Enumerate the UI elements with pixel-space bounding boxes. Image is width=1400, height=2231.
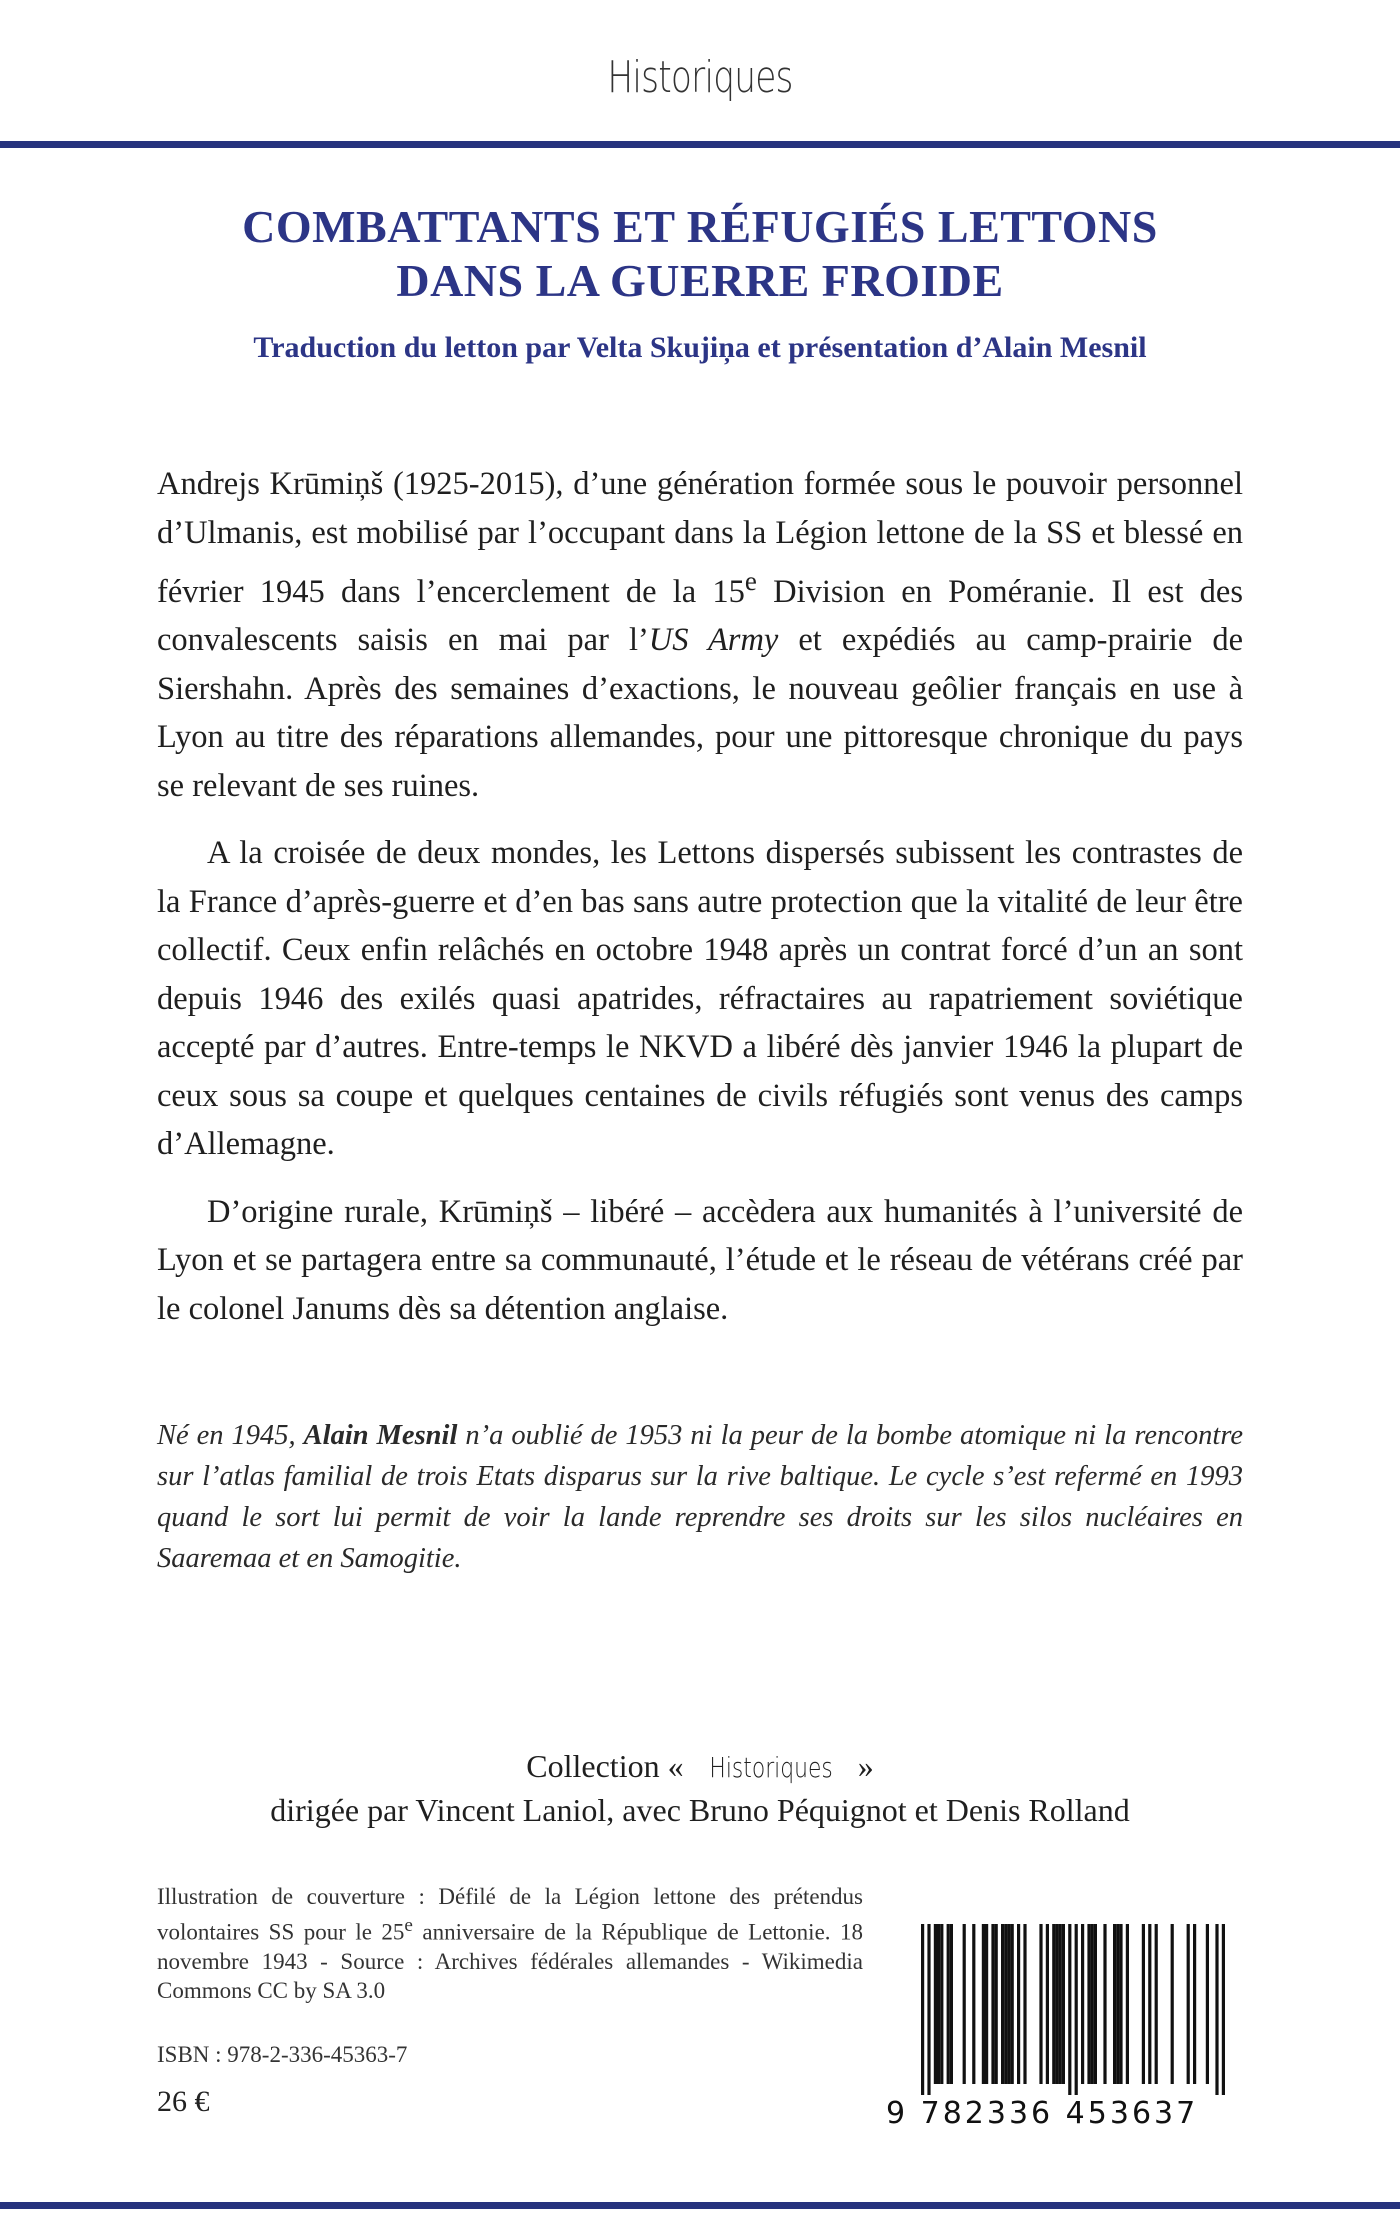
series-label: Historiques [607,52,793,103]
price: 26 € [157,2085,210,2118]
blurb-paragraph-1 [157,460,1243,810]
barcode-bar [934,1924,937,2084]
collection-name-line [0,1745,1400,1789]
bio-text-b: n’a oublié de 1953 ni la peur de la bombe atomique ni la rencontre sur l’atlas familial de trois Etats disparus sur la rive baltique. Le cycle s’est refermé en 1993 quand le sort lui permit de voir la lande reprendre ses droits sur les silos nucléaires en Saaremaa et en Samogitie. [157,1420,1244,1574]
book-title-line-1: COMBATTANTS ET RÉFUGIÉS LETTONS [242,201,1158,252]
us-army-italic: US Army [648,622,779,659]
bottom-rule [0,2202,1400,2209]
collection-prefix: Collection « [526,1748,692,1784]
barcode-bar [1113,1924,1116,2084]
barcode-bar [1087,1924,1090,2084]
barcode-bar [1062,1924,1065,2084]
barcode-bars [905,1920,1241,2095]
barcode-bar [1052,1924,1055,2084]
barcode-bar [985,1924,988,2084]
barcode-bar [1091,1924,1094,2084]
blurb-paragraph-3: D’origine rurale, Krūmiņš – libéré – accèdera aux humanités à l’université de Lyon et se partagera entre sa communauté, l’étude et le réseau de vétérans créé par le colonel Janums dès sa détention anglaise. [157,1193,1243,1327]
barcode-bar [1059,1924,1062,2084]
barcode-bar [947,1924,950,2084]
blurb-p1-text-c: et expédiés au camp-prairie de Siershahn. Après des semaines d’exactions, le nouveau geôlier français en use à Lyon au titre des réparations allemandes, pour une pittoresque chronique du pays se relevant de ses ruines. [157,622,1244,804]
credit-text-a: Illustration de couverture : Défilé de la Légion lettone des prétendus volontaires SS pour le 25 [157,1884,863,1945]
title-block [0,200,1400,368]
barcode-bar [1103,1924,1106,2084]
barcode-bar [940,1924,943,2084]
barcode-bar [1126,1924,1129,2084]
barcode-bar [1094,1924,1097,2084]
barcode-bar [1155,1924,1158,2084]
barcode-bar [1007,1924,1010,2084]
barcode-bar [1023,1924,1026,2084]
barcode-bar [991,1924,994,2084]
barcode-bar [982,1924,985,2084]
barcode-bar [1075,1924,1078,2095]
barcode [905,1920,1241,2095]
barcode-bar [937,1924,940,2084]
barcode-bar [1004,1924,1007,2084]
isbn: ISBN : 978-2-336-45363-7 [157,2042,408,2067]
collection-name: Historiques [708,1751,833,1784]
barcode-bar [1142,1924,1145,2084]
barcode-bar [1055,1924,1058,2084]
barcode-bar [921,1924,924,2095]
barcode-bar [1011,1924,1014,2084]
barcode-bar [1046,1924,1049,2084]
ordinal-superscript: e [744,566,757,596]
barcode-bar [1222,1924,1225,2095]
book-title-line-2: DANS LA GUERRE FROIDE [396,255,1004,306]
barcode-bar [1119,1924,1122,2084]
cover-credit [157,1882,863,2005]
blurb [157,460,1243,1352]
blurb-paragraph-2: A la croisée de deux mondes, les Lettons dispersés subissent les contrastes de la France d’après-guerre et d’en bas sans autre protection que la vitalité de leur être collectif. Ceux enfin relâchés en octobre 1948 après un contrat forcé d’un an sont depuis 1946 des exilés quasi apatrides, réfractaires au rapatriement soviétique accepté par d’autres. Entre-temps le NKVD a libéré dès janvier 1946 la plupart de ceux sous sa coupe et quelques centaines de civils réfugiés sont venus des camps d’Allemagne. [157,835,1243,1163]
barcode-bar [995,1924,998,2084]
barcode-bar [1081,1924,1084,2084]
barcode-bar [950,1924,953,2084]
blurb-p1-text-b: Division en Poméranie. Il est des convalescents saisis en mai par l’ [157,573,1243,659]
barcode-bar [1193,1924,1196,2084]
bio-text-a: Né en 1945, [157,1420,304,1451]
author-bio [157,1415,1243,1579]
barcode-bar [927,1924,930,2095]
barcode-bar [1017,1924,1020,2084]
barcode-bar [1148,1924,1151,2084]
barcode-bar [1116,1924,1119,2084]
barcode-bar [972,1924,975,2084]
barcode-bar [1171,1924,1174,2084]
top-rule [0,141,1400,148]
barcode-bar [1001,1924,1004,2084]
collection-directors: dirigée par Vincent Laniol, avec Bruno Péquignot et Denis Rolland [270,1792,1130,1828]
barcode-bar [1206,1924,1209,2084]
barcode-bar [1215,1924,1218,2095]
barcode-bar [1187,1924,1190,2084]
collection-suffix: » [849,1748,874,1784]
barcode-bar [963,1924,966,2084]
book-subtitle: Traduction du letton par Velta Skujiņa et présentation d’Alain Mesnil [253,331,1147,364]
blurb-p1-text-a: Andrejs Krūmiņš (1925-2015), d’une génération formée sous le pouvoir personnel d’Ulmanis, est mobilisé par l’occupant dans la Légion lettone de la SS et blessé en février 1945 dans l’encerclement de la 15 [157,466,1243,610]
barcode-bar [1068,1924,1071,2095]
collection-info [0,1745,1400,1832]
barcode-digits: 9 782336 453637 [886,2096,1199,2131]
barcode-bar [1039,1924,1042,2084]
credit-text-b: anniversaire de la République de Lettonie. 18 novembre 1943 - Source : Archives fédérales allemandes - Wikimedia Commons CC by SA 3.0 [157,1919,863,2003]
credit-superscript: e [404,1915,413,1936]
author-name: Alain Mesnil [303,1420,458,1451]
